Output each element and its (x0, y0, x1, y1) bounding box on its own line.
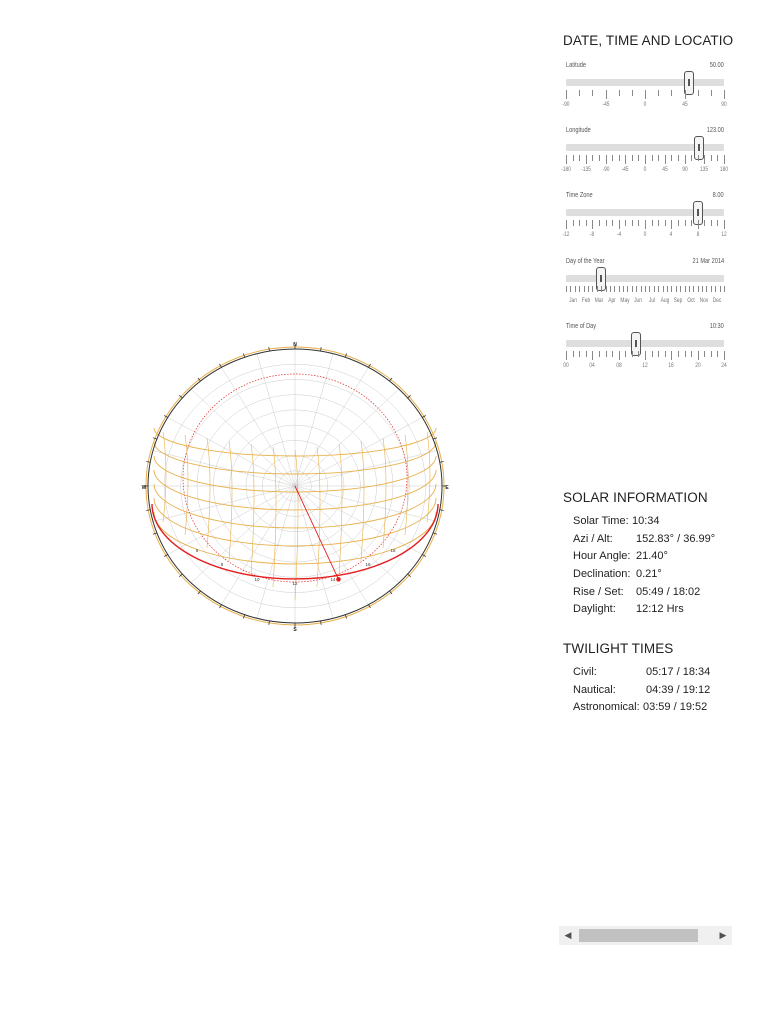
info-value: 152.83° / 36.99° (636, 532, 716, 545)
slider-tick (724, 90, 725, 99)
slider-tick-label: 12 (721, 231, 727, 238)
slider-tick (612, 351, 613, 357)
slider-tick (685, 351, 686, 357)
slider-tick (579, 155, 580, 161)
slider-tick (665, 220, 666, 226)
slider-tick-label: 20 (694, 362, 701, 369)
slider-tick (586, 155, 587, 164)
slider-tick (619, 90, 620, 96)
slider-tick (601, 286, 602, 292)
slider-tick-labels (562, 231, 727, 241)
rim-tick (269, 347, 270, 351)
slider-tick (599, 220, 600, 226)
slider-tick-label: Aug (660, 297, 670, 304)
slider-tick (579, 286, 580, 292)
slider-tick (623, 286, 624, 292)
slider-track[interactable] (566, 79, 724, 86)
slider-tick (724, 220, 725, 229)
slider-tick (566, 351, 567, 360)
slider-tick (685, 90, 686, 99)
slider-tick (592, 351, 593, 360)
slider-tick (698, 351, 699, 360)
slider-tick (706, 286, 707, 292)
cardinal-label-s: S (293, 627, 297, 633)
slider-track[interactable] (566, 340, 724, 347)
hour-line (339, 444, 342, 574)
slider-tick (612, 220, 613, 226)
slider-tick (652, 220, 653, 226)
info-key: Daylight: (573, 603, 616, 616)
info-key: Solar Time: (573, 515, 629, 527)
slider-tick (658, 351, 659, 357)
slider-tick (638, 155, 639, 161)
scroll-left-icon[interactable]: ◀ (564, 930, 572, 940)
hour-label: 14 (330, 577, 336, 582)
slider-tick-label: 16 (668, 362, 675, 369)
slider-tick (632, 351, 633, 357)
slider-tick (592, 220, 593, 229)
slider-tick-label: 0 (643, 166, 647, 173)
slider-tick (586, 351, 587, 357)
info-value: 10:34 (632, 515, 660, 527)
slider-tick (579, 220, 580, 226)
slider-label: Latitude (566, 60, 587, 69)
hour-label: 10 (254, 577, 260, 582)
slider-tick (663, 286, 664, 292)
info-key: Declination: (573, 568, 631, 581)
slider-timezone[interactable] (562, 190, 727, 250)
slider-tick (717, 155, 718, 161)
slider-tick (667, 286, 668, 292)
slider-tick-label: Apr (608, 297, 616, 304)
rim-tick (146, 510, 150, 511)
slider-tick (636, 286, 637, 292)
slider-tick-label: 04 (589, 362, 596, 369)
slider-tick (612, 155, 613, 161)
slider-tick (698, 220, 699, 229)
info-value: 12:12 Hrs (636, 603, 684, 616)
slider-longitude[interactable] (561, 125, 729, 185)
slider-tick (671, 90, 672, 96)
sun-position-dot (336, 577, 341, 582)
slider-tick-label: Jun (634, 297, 643, 304)
slider-tick (579, 351, 580, 357)
slider-tick-label: -45 (621, 166, 629, 173)
slider-tick (711, 286, 712, 292)
slider-ticks (566, 155, 724, 165)
slider-tick-label: 0 (643, 101, 647, 108)
slider-tick (632, 220, 633, 226)
slider-ticks (566, 90, 724, 100)
slider-tick-label: -90 (601, 166, 610, 173)
slider-tick (573, 220, 574, 226)
sun-path-diagram (140, 338, 450, 638)
slider-tick (649, 286, 650, 292)
slider-tick (645, 155, 646, 164)
slider-tick (685, 155, 686, 164)
slider-tick (711, 351, 712, 357)
slider-tick (566, 90, 567, 99)
slider-ticks (566, 286, 724, 296)
control-panel (556, 0, 768, 1024)
slider-tick (702, 286, 703, 292)
slider-tick (573, 351, 574, 357)
slider-tick (566, 286, 567, 292)
slider-label: Day of the Year (566, 256, 605, 265)
slider-tick (588, 286, 589, 292)
azimuth-line (295, 486, 399, 583)
slider-tick (584, 286, 585, 292)
slider-tick (592, 286, 593, 292)
slider-tick (645, 220, 646, 229)
slider-tick-label: Mar (594, 297, 604, 304)
slider-tick-label: 180 (719, 166, 729, 173)
slider-tick (627, 286, 628, 292)
slider-tick (619, 155, 620, 161)
slider-tick (606, 351, 607, 357)
slider-tick-label: 90 (721, 101, 727, 108)
slider-tick (579, 90, 580, 96)
slider-tick-label: Feb (581, 297, 590, 304)
slider-ticks (566, 220, 724, 230)
slider-tick-label: Oct (687, 297, 695, 304)
slider-tick-label: 00 (563, 362, 569, 369)
rim-tick (440, 510, 444, 511)
slider-tick (632, 90, 633, 96)
slider-tick (614, 286, 615, 292)
slider-tick (724, 155, 725, 164)
slider-tick-label: 135 (700, 166, 709, 173)
slider-tick (693, 286, 694, 292)
slider-tick (632, 286, 633, 292)
slider-tick (671, 351, 672, 360)
slider-tick-label: -8 (590, 231, 595, 238)
slider-tick (658, 90, 659, 96)
hour-line (207, 438, 210, 548)
slider-tick-labels (563, 362, 727, 372)
hour-line (383, 438, 386, 548)
info-key: Rise / Set: (573, 585, 624, 598)
cardinal-label-w: W (141, 485, 147, 491)
slider-label: Longitude (566, 125, 591, 134)
slider-tick (704, 220, 705, 226)
slider-tick (597, 286, 598, 292)
rim-tick (269, 621, 270, 625)
info-key: Azi / Alt: (573, 532, 613, 545)
slider-tick (691, 351, 692, 357)
slider-tick (691, 220, 692, 226)
slider-tick (641, 286, 642, 292)
slider-tick (671, 155, 672, 161)
slider-tick-label: -135 (580, 166, 591, 173)
slider-tick-label: 45 (662, 166, 668, 173)
slider-tick-labels (566, 297, 724, 307)
info-value: 05:17 / 18:34 (646, 666, 711, 678)
slider-timeofday[interactable] (563, 321, 727, 381)
azimuth-line (295, 486, 333, 618)
slider-tick-label: -45 (601, 101, 610, 108)
slider-tick (678, 155, 679, 161)
azimuth-line (257, 354, 295, 486)
info-value: 03:59 / 19:52 (643, 701, 708, 714)
slider-tick (671, 286, 672, 292)
slider-tick (698, 155, 699, 161)
info-key: Nautical: (573, 683, 616, 696)
slider-tick (575, 286, 576, 292)
slider-tick (680, 286, 681, 292)
slider-tick-label: -180 (561, 166, 571, 173)
info-value: 0.21° (636, 568, 662, 581)
slider-tick (665, 351, 666, 357)
slider-tick-label: -90 (562, 101, 570, 108)
slider-value: 10:30 (709, 321, 724, 330)
slider-tick (711, 90, 712, 96)
hour-label: 12 (292, 581, 298, 586)
hour-label: 6 (195, 548, 199, 553)
slider-tick (645, 351, 646, 360)
slider-label: Time Zone (566, 190, 593, 199)
slider-value: 50.00 (709, 60, 724, 69)
slider-tick (625, 351, 626, 357)
slider-track[interactable] (566, 275, 724, 282)
slider-tick (586, 220, 587, 226)
slider-tick-label: -12 (562, 231, 570, 238)
section-title-date-time-location: DATE, TIME AND LOCATIO (563, 33, 734, 48)
slider-tick (685, 286, 686, 292)
cardinal-label-n: N (293, 342, 297, 348)
info-key: Hour Angle: (573, 550, 631, 563)
slider-tick-label: 8 (696, 231, 700, 238)
info-value: 04:39 / 19:12 (646, 683, 711, 696)
horizontal-scrollbar[interactable] (559, 926, 732, 945)
slider-tick-label: 12 (642, 362, 648, 369)
slider-tick (619, 286, 620, 292)
slider-tick (606, 155, 607, 164)
slider-tick-label: -4 (616, 231, 621, 238)
slider-tick (658, 286, 659, 292)
slider-tick (711, 155, 712, 161)
slider-tick (592, 90, 593, 96)
slider-tick-labels (561, 166, 729, 176)
scrollbar-thumb[interactable] (579, 929, 698, 942)
hour-line (317, 447, 320, 587)
slider-tick (645, 90, 646, 99)
azimuth-line (295, 354, 333, 486)
slider-tick (606, 286, 607, 292)
slider-tick (599, 155, 600, 161)
slider-tick (638, 351, 639, 357)
slider-tick-label: 0 (643, 231, 647, 238)
slider-label: Time of Day (566, 321, 597, 330)
slider-tick (625, 220, 626, 226)
slider-value: 123.00 (706, 125, 724, 134)
slider-tick (704, 155, 705, 164)
slider-tick (645, 286, 646, 292)
slider-tick (678, 351, 679, 357)
slider-tick (638, 220, 639, 226)
slider-tick (566, 155, 567, 164)
slider-tick-label: Nov (699, 297, 709, 304)
slider-tick (592, 155, 593, 161)
info-value: 05:49 / 18:02 (636, 585, 701, 598)
info-key: Civil: (573, 666, 597, 678)
hour-label: 16 (365, 562, 371, 567)
slider-tick-label: Jan (568, 297, 577, 304)
slider-tick (599, 351, 600, 357)
slider-tick (619, 351, 620, 360)
slider-tick (610, 286, 611, 292)
slider-tick-label: 90 (681, 166, 688, 173)
rim-tick (321, 347, 322, 351)
slider-dayofyear[interactable] (566, 256, 724, 316)
slider-tick (717, 351, 718, 357)
slider-tick (671, 220, 672, 229)
slider-tick (724, 286, 725, 292)
slider-tick (625, 155, 626, 164)
slider-tick (632, 155, 633, 161)
slider-tick (689, 286, 690, 292)
hour-label: 8 (220, 562, 224, 567)
slider-value: 21 Mar 2014 (692, 256, 724, 265)
rim-tick (440, 462, 444, 463)
slider-ticks (566, 351, 724, 361)
hour-label: 18 (390, 548, 396, 553)
slider-tick (715, 286, 716, 292)
section-title-solar-information: SOLAR INFORMATION (563, 490, 708, 505)
slider-tick-label: Dec (713, 297, 722, 304)
slider-tick (652, 351, 653, 357)
slider-tick (573, 155, 574, 161)
slider-tick-label: 45 (681, 101, 688, 108)
slider-tick (704, 351, 705, 357)
slider-tick (698, 90, 699, 96)
slider-tick (566, 220, 567, 229)
info-value: 21.40° (636, 550, 668, 563)
slider-tick (652, 155, 653, 161)
sun-direction-line (295, 486, 338, 579)
slider-tick (717, 220, 718, 226)
slider-tick-label: Sep (673, 297, 683, 304)
slider-tick (606, 90, 607, 99)
slider-tick (676, 286, 677, 292)
slider-tick (619, 220, 620, 229)
hour-line (361, 441, 364, 561)
slider-tick-labels (562, 101, 727, 111)
hour-line (427, 432, 430, 522)
slider-tick (665, 155, 666, 164)
slider-tick-label: Jul (648, 297, 655, 304)
slider-tick (658, 155, 659, 161)
scroll-right-icon[interactable]: ▶ (719, 930, 727, 940)
azimuth-line (191, 486, 295, 583)
section-title-twilight-times: TWILIGHT TIMES (563, 641, 674, 656)
slider-tick-label: 24 (721, 362, 727, 369)
slider-tick (685, 220, 686, 226)
slider-tick (720, 286, 721, 292)
slider-tick (570, 286, 571, 292)
slider-tick (654, 286, 655, 292)
slider-latitude[interactable] (562, 60, 727, 120)
rim-tick (146, 462, 150, 463)
slider-tick-label: 4 (669, 231, 673, 238)
slider-tick (711, 220, 712, 226)
slider-tick (698, 286, 699, 292)
slider-tick-label: 08 (615, 362, 622, 369)
slider-value: 8.00 (713, 190, 724, 199)
cardinal-label-e: E (445, 485, 449, 491)
slider-tick-label: May (620, 297, 630, 304)
slider-tick (678, 220, 679, 226)
rim-tick (321, 621, 322, 625)
slider-tick (724, 351, 725, 360)
slider-tick (606, 220, 607, 226)
slider-tick (691, 155, 692, 161)
slider-tick (658, 220, 659, 226)
info-key: Astronomical: (573, 701, 640, 714)
